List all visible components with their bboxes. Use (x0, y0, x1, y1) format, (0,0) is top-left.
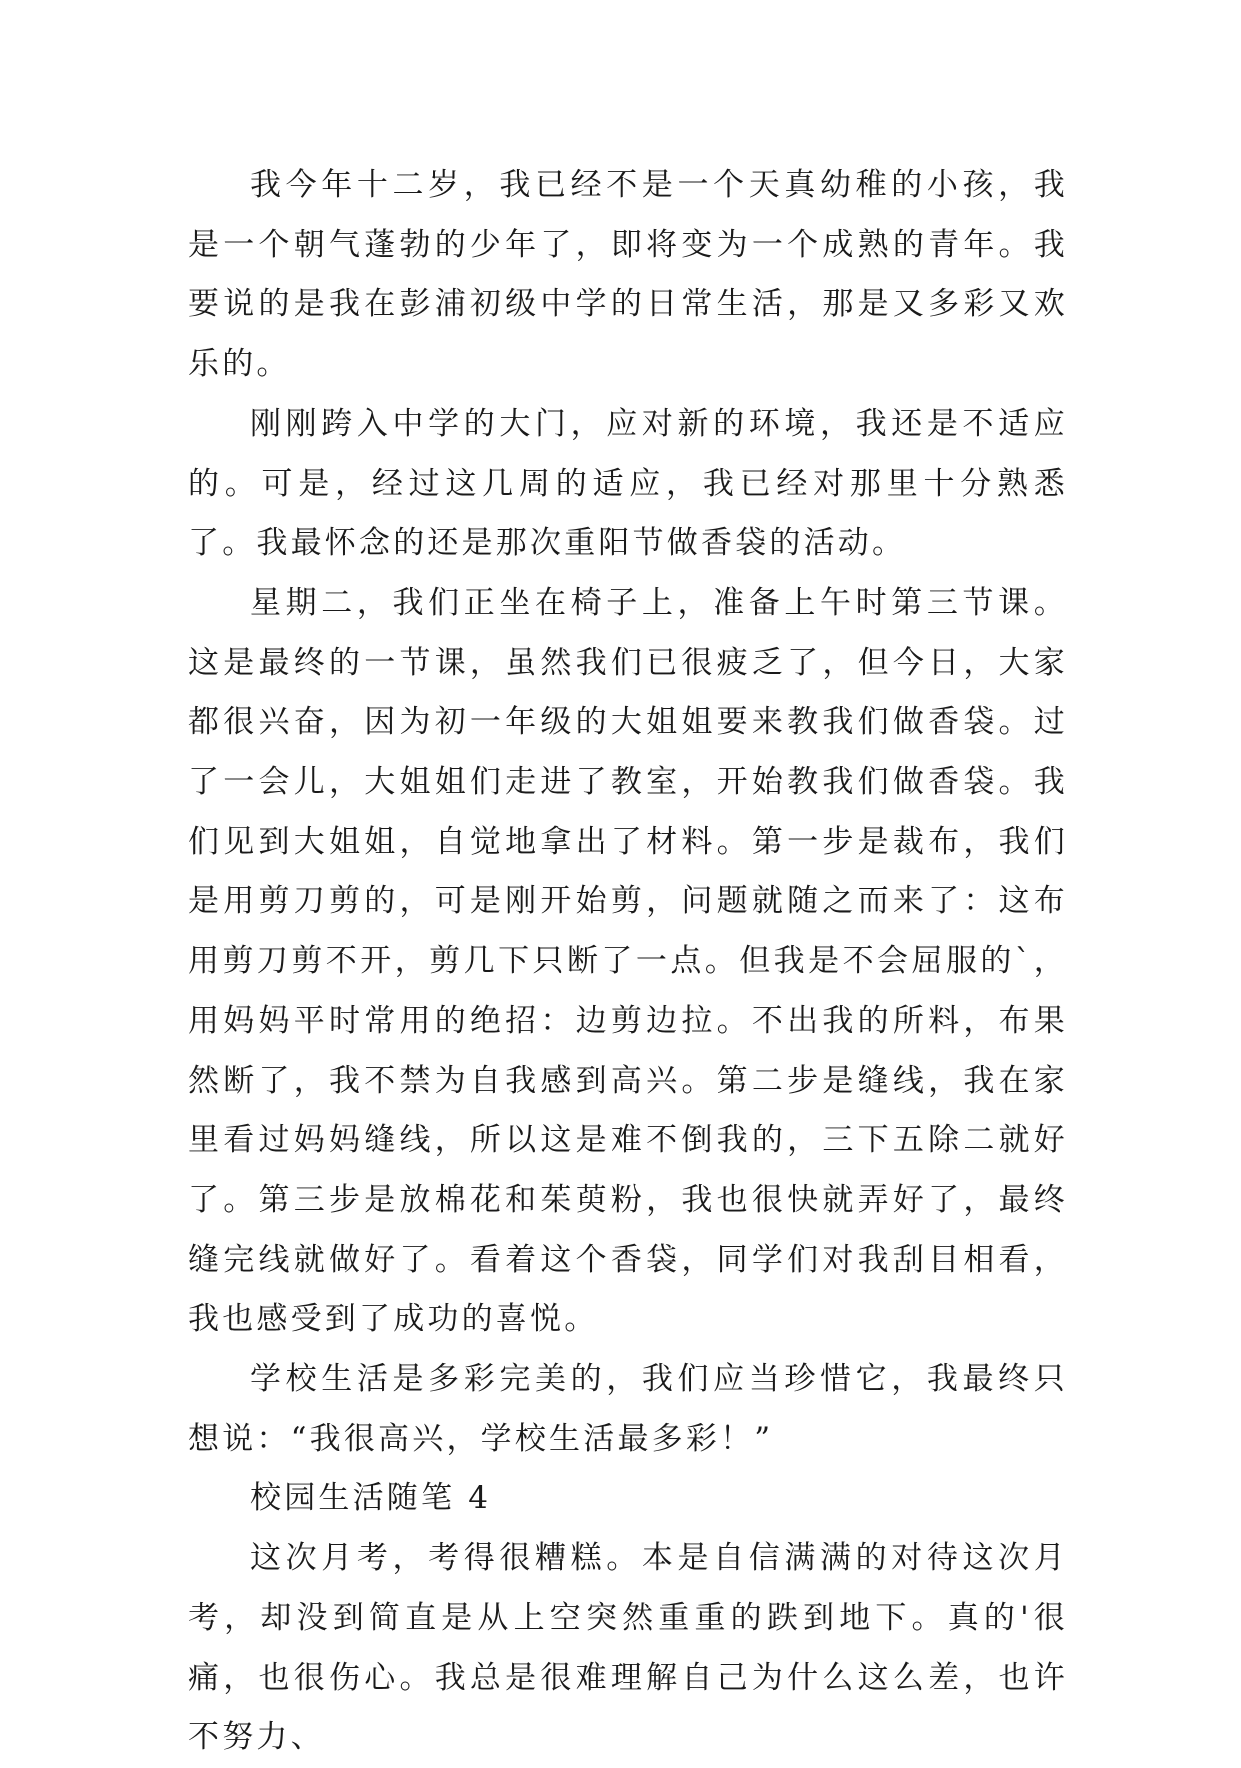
paragraph-new-school: 刚刚跨入中学的大门，应对新的环境，我还是不适应的。可是，经过这几周的适应，我已经对那里十分熟悉了。我最怀念的还是那次重阳节做香袋的活动。 (188, 405, 1068, 562)
paragraph-sachet-activity: 星期二，我们正坐在椅子上，准备上午时第三节课。这是最终的一节课，虽然我们已很疲乏了，但今日，大家都很兴奋，因为初一年级的大姐姐要来教我们做香袋。过了一会儿，大姐姐们走进了教室，开始教我们做香袋。我们见到大姐姐，自觉地拿出了材料。第一步是裁布，我们是用剪刀剪的，可是刚开始剪，问题就随之而来了：这布用剪刀剪不开，剪几下只断了一点。但我是不会屈服的`，用妈妈平时常用的绝招：边剪边拉。不出我的所料，布果然断了，我不禁为自我感到高兴。第二步是缝线，我在家里看过妈妈缝线，所以这是难不倒我的，三下五除二就好了。第三步是放棉花和茱萸粉，我也很快就弄好了，最终缝完线就做好了。看着这个香袋，同学们对我刮目相看，我也感受到了成功的喜悦。 (188, 584, 1068, 1338)
paragraph-monthly-exam: 这次月考，考得很糟糕。本是自信满满的对待这次月考，却没到简直是从上空突然重重的跌到地下。真的'很痛，也很伤心。我总是很难理解自己为什么这么差，也许不努力、 (188, 1540, 1068, 1756)
paragraph-conclusion: 学校生活是多彩完美的，我们应当珍惜它，我最终只想说：“我很高兴，学校生活最多彩！” (188, 1361, 1068, 1457)
section-title: 校园生活随笔 4 (250, 1480, 492, 1517)
document-body (188, 156, 1068, 1768)
paragraph-intro: 我今年十二岁，我已经不是一个天真幼稚的小孩，我是一个朝气蓬勃的少年了，即将变为一个成熟的青年。我要说的是我在彭浦初级中学的日常生活，那是又多彩又欢乐的。 (188, 167, 1068, 383)
